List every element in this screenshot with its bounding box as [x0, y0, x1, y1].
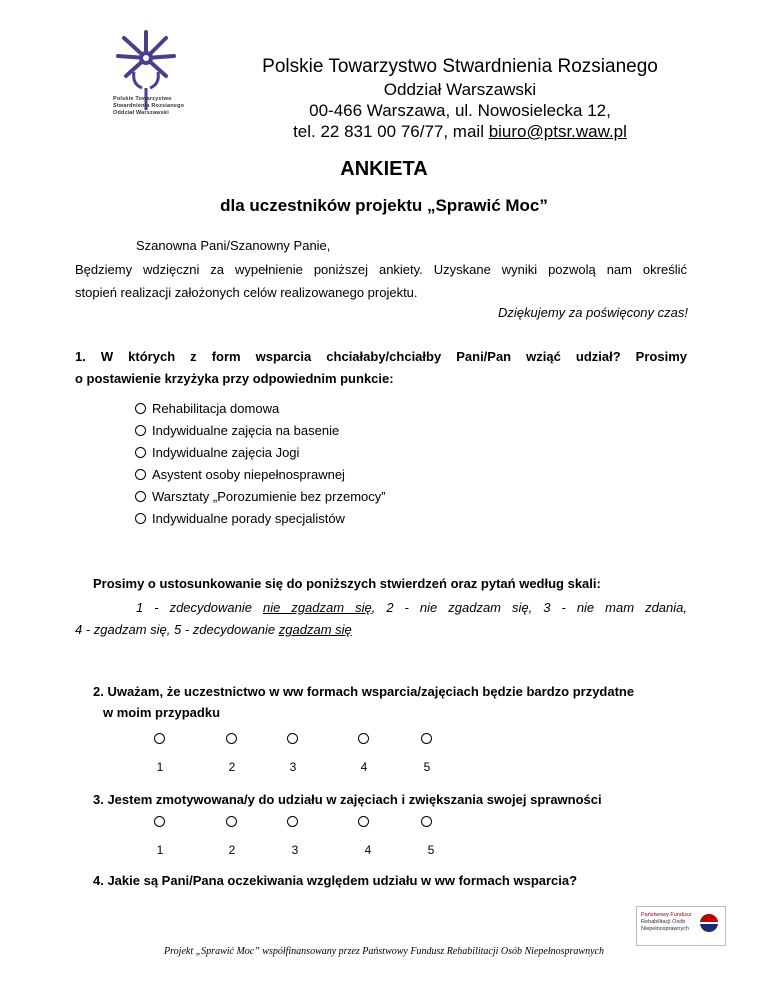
- q1-line-2: o postawienie krzyżyka przy odpowiednim punkcie:: [75, 371, 394, 386]
- checkbox-circle[interactable]: [135, 491, 146, 502]
- q3-radio-2[interactable]: [226, 816, 237, 827]
- q2-radio-3[interactable]: [287, 733, 298, 744]
- branch-name: Oddział Warszawski: [383, 80, 537, 99]
- q1-option[interactable]: Indywidualne porady specjalistów: [135, 511, 345, 526]
- page-subtitle: dla uczestników projektu „Sprawić Moc”: [220, 196, 548, 215]
- q3-radio-5[interactable]: [421, 816, 432, 827]
- q2-label-4: 4: [360, 760, 368, 774]
- q1-option[interactable]: Asystent osoby niepełnosprawnej: [135, 467, 345, 482]
- q1-option[interactable]: Warsztaty „Porozumienie bez przemocy”: [135, 489, 386, 504]
- q2-radio-2[interactable]: [226, 733, 237, 744]
- scale-line-2: 4 - zgadzam się, 5 - zdecydowanie zgadzam się: [75, 622, 352, 637]
- q3-radio-3[interactable]: [287, 816, 298, 827]
- checkbox-circle[interactable]: [135, 469, 146, 480]
- q3-label-3: 3: [291, 843, 299, 857]
- checkbox-circle[interactable]: [135, 425, 146, 436]
- q2-radio-4[interactable]: [358, 733, 369, 744]
- address: 00-466 Warszawa, ul. Nowosielecka 12,: [309, 101, 611, 120]
- q3-radio-1[interactable]: [154, 816, 165, 827]
- page-title: ANKIETA: [340, 158, 428, 180]
- q3-label-1: 1: [156, 843, 164, 857]
- q3-label-2: 2: [228, 843, 236, 857]
- q2-label-1: 1: [156, 760, 164, 774]
- q2-line-2: w moim przypadku: [103, 705, 221, 720]
- thanks-note: Dziękujemy za poświęcony czas!: [497, 305, 688, 320]
- pfron-logo: Państwowy Fundusz Rehabilitacji Osób Niepełnosprawnych: [636, 906, 726, 946]
- scale-heading: Prosimy o ustosunkowanie się do poniższych stwierdzeń oraz pytań według skali:: [93, 576, 601, 591]
- q1-line-1: 1. W których z form wsparcia chciałaby/chciałby Pani/Pan wziąć udział? Prosimy: [75, 349, 687, 364]
- q1-option[interactable]: Rehabilitacja domowa: [135, 401, 279, 416]
- contact-line: tel. 22 831 00 76/77, mail biuro@ptsr.waw.pl: [293, 122, 627, 141]
- footer-note: Projekt „Sprawić Moc” współfinansowany przez Państwowy Fundusz Rehabilitacji Osób Niepełnosprawnych: [164, 946, 604, 957]
- q2-label-3: 3: [289, 760, 297, 774]
- logo-caption: Polskie Towarzystwo Stwardnienia Rozsianego Oddział Warszawski: [113, 96, 185, 116]
- checkbox-circle[interactable]: [135, 513, 146, 524]
- q1-option[interactable]: Indywidualne zajęcia Jogi: [135, 445, 299, 460]
- email-link[interactable]: biuro@ptsr.waw.pl: [488, 122, 627, 141]
- greeting: Szanowna Pani/Szanowny Panie,: [136, 238, 331, 253]
- org-name: Polskie Towarzystwo Stwardnienia Rozsianego: [262, 56, 658, 77]
- checkbox-circle[interactable]: [135, 447, 146, 458]
- q2-label-2: 2: [228, 760, 236, 774]
- q2-radio-5[interactable]: [421, 733, 432, 744]
- pfron-emblem-icon: [699, 913, 719, 933]
- scale-line-1: 1 - zdecydowanie nie zgadzam się, 2 - nie zgadzam się, 3 - nie mam zdania,: [136, 600, 687, 615]
- q2-label-5: 5: [423, 760, 431, 774]
- q2-radio-1[interactable]: [154, 733, 165, 744]
- q3-label-4: 4: [364, 843, 372, 857]
- q4-line-1: 4. Jakie są Pani/Pana oczekiwania względem udziału w ww formach wsparcia?: [93, 873, 578, 888]
- intro-line-2: stopień realizacji założonych celów realizowanego projektu.: [75, 285, 418, 300]
- checkbox-circle[interactable]: [135, 403, 146, 414]
- q1-option[interactable]: Indywidualne zajęcia na basenie: [135, 423, 339, 438]
- intro-line-1: Będziemy wdzięczni za wypełnienie poniższej ankiety. Uzyskane wyniki pozwolą nam określić: [75, 262, 687, 277]
- q3-line-1: 3. Jestem zmotywowana/y do udziału w zajęciach i zwiększania swojej sprawności: [93, 792, 602, 807]
- q2-line-1: 2. Uważam, że uczestnictwo w ww formach wsparcia/zajęciach będzie bardzo przydatne: [93, 684, 635, 699]
- q3-radio-4[interactable]: [358, 816, 369, 827]
- q3-label-5: 5: [427, 843, 435, 857]
